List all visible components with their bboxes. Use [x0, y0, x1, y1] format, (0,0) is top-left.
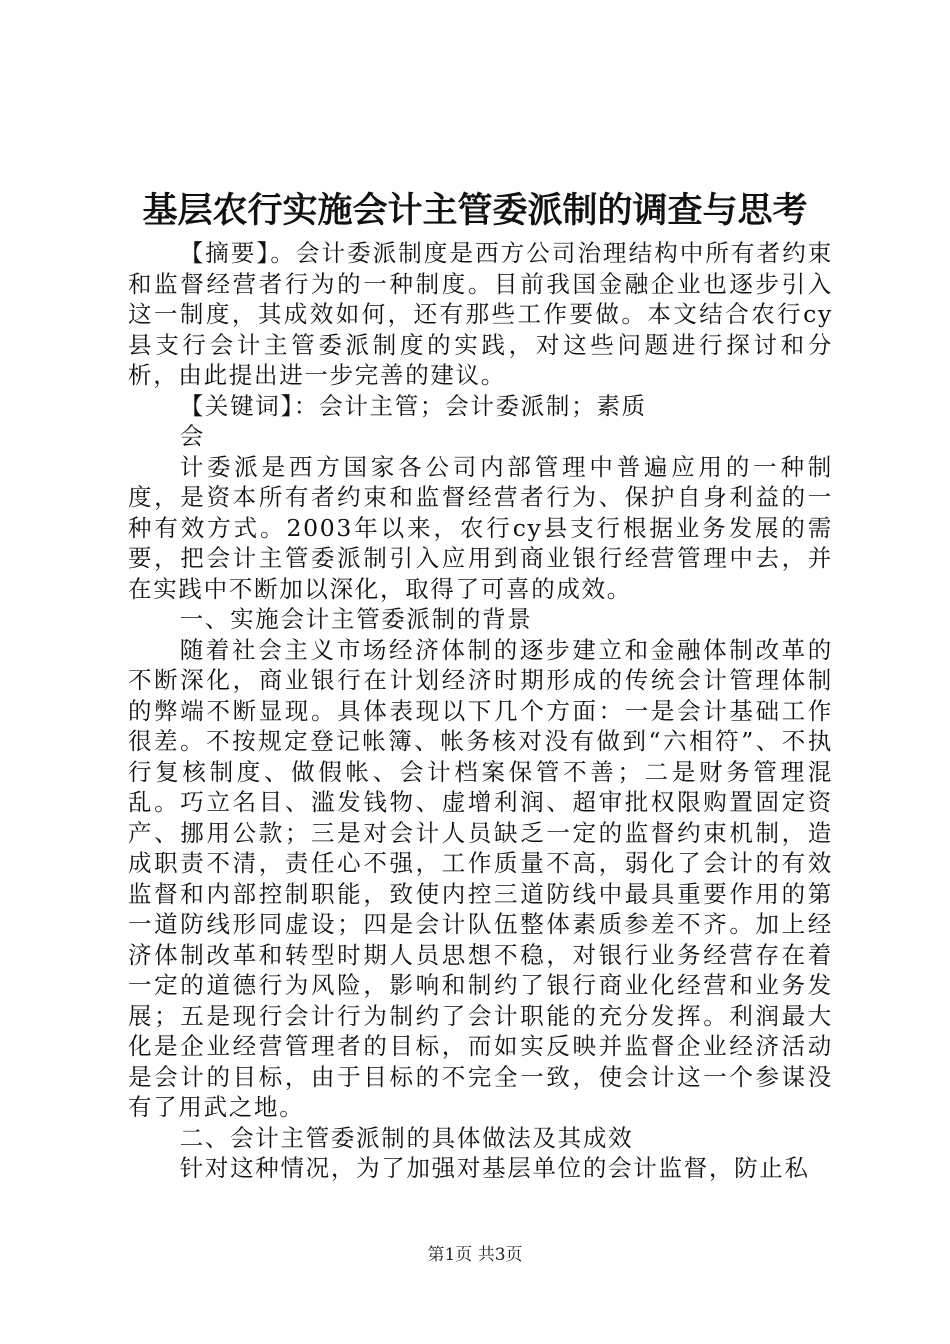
- body-paragraph: 随着社会主义市场经济体制的逐步建立和金融体制改革的不断深化，商业银行在计划经济时期形成的传统会计管理体制的弊端不断显现。具体表现以下几个方面：一是会计基础工作很差。不按规定登记帐簿、帐务核对没有做到“六相符”、不执行复核制度、做假帐、会计档案保管不善；二是财务管理混乱。巧立名目、滥发钱物、虚增利润、超审批权限购置固定资产、挪用公款；三是对会计人员缺乏一定的监督约束机制，造成职责不清，责任心不强，工作质量不高，弱化了会计的有效监督和内部控制职能，致使内控三道防线中最具重要作用的第一道防线形同虚设；四是会计队伍整体素质参差不齐。加上经济体制改革和转型时期人员思想不稳，对银行业务经营存在着一定的道德行为风险，影响和制约了银行商业化经营和业务发展；五是现行会计行为制约了会计职能的充分发挥。利润最大化是企业经营管理者的目标，而如实反映并监督企业经济活动是会计的目标，由于目标的不完全一致，使会计这一个参谋没有了用武之地。: [128, 635, 833, 1121]
- body-paragraph: 计委派是西方国家各公司内部管理中普遍应用的一种制度，是资本所有者约束和监督经营者行为、保护自身利益的一种有效方式。2003年以来，农行cy县支行根据业务发展的需要，把会计主管委派制引入应用到商业银行经营管理中去，并在实践中不断加以深化，取得了可喜的成效。: [128, 452, 833, 603]
- section-heading: 一、实施会计主管委派制的背景: [179, 605, 533, 633]
- body-paragraph: 针对这种情况，为了加强对基层单位的会计监督，防止私: [179, 1154, 810, 1182]
- document-title: 基层农行实施会计主管委派制的调查与思考: [142, 190, 808, 231]
- abstract-paragraph: 【摘要】。会计委派制度是西方公司治理结构中所有者约束和监督经营者行为的一种制度。目前我国金融企业也逐步引入这一制度，其成效如何，还有那些工作要做。本文结合农行cy县支行会计主管委派制度的实践，对这些问题进行探讨和分析，由此提出进一步完善的建议。: [128, 239, 833, 389]
- page-number-footer: 第1页 共3页: [427, 1245, 523, 1265]
- body-paragraph: 会: [179, 422, 205, 450]
- section-heading: 二、会计主管委派制的具体做法及其成效: [179, 1123, 634, 1152]
- keywords-paragraph: 【关键词】：会计主管；会计委派制；素质: [179, 391, 647, 420]
- document-body: [128, 238, 833, 1184]
